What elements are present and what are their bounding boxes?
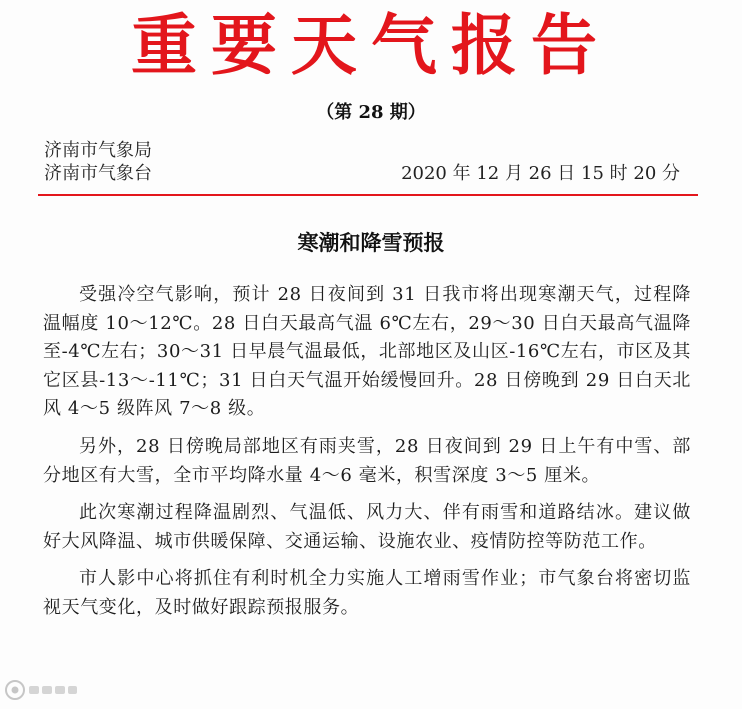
issuer-bureau: 济南市气象局 — [44, 140, 152, 161]
source-watermark — [4, 679, 77, 701]
issue-number: （第 28 期） — [316, 102, 426, 123]
document-body — [43, 281, 691, 632]
source-logo-icon — [4, 679, 26, 701]
issue-datetime: 2020 年 12 月 26 日 15 时 20 分 — [401, 163, 680, 184]
paragraph-snow: 另外，28 日傍晚局部地区有雨夹雪，28 日夜间到 29 日上午有中雪、部分地区有大雪，全市平均降水量 4～6 毫米，积雪深度 3～5 厘米。 — [43, 435, 691, 486]
paragraph-advice: 此次寒潮过程降温剧烈、气温低、风力大、伴有雨雪和道路结冰。建议做好大风降温、城市供暖保障、交通运输、设施农业、疫情防控等防范工作。 — [43, 502, 691, 552]
masthead-title: 重要天气报告 — [131, 7, 611, 84]
document-title: 寒潮和降雪预报 — [297, 231, 445, 255]
paragraph-service: 市人影中心将抓住有利时机全力实施人工增雨雪作业；市气象台将密切监视天气变化，及时做好跟踪预报服务。 — [43, 568, 691, 618]
red-divider — [38, 194, 698, 196]
watermark-mark — [29, 683, 77, 697]
issuer-observatory: 济南市气象台 — [44, 163, 152, 184]
paragraph-forecast: 受强冷空气影响，预计 28 日夜间到 31 日我市将出现寒潮天气，过程降温幅度 10～12℃。28 日白天最高气温 6℃左右，29～30 日白天最高气温降至-4℃左右；30～31 日早晨气温最低，北部地区及山区-16℃左右，市区及其它区县-13～-11℃；31 日白天气温开始缓慢回升。28 日傍晚到 29 日白天北风 4～5 级阵风 7～8 级。 — [43, 284, 691, 420]
